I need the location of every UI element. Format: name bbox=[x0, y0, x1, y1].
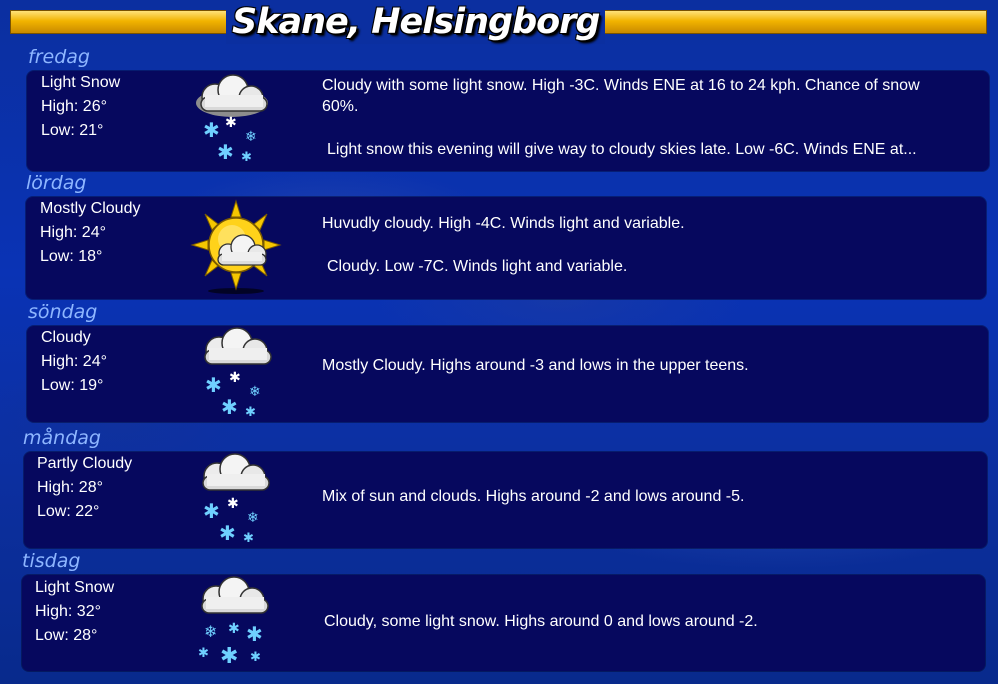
forecast-day-text: Mostly Cloudy. Highs around -3 and lows in the upper teens. bbox=[322, 357, 749, 374]
cloud-snow-icon bbox=[187, 73, 277, 169]
high-temp: High: 26° bbox=[41, 98, 107, 115]
svg-text:✱: ✱ bbox=[219, 521, 236, 545]
svg-text:❄: ❄ bbox=[247, 510, 259, 526]
day-label: tisdag bbox=[22, 550, 81, 572]
day-label: fredag bbox=[28, 46, 90, 68]
condition-label: Cloudy bbox=[41, 329, 91, 346]
svg-text:✱: ✱ bbox=[203, 499, 220, 523]
high-temp: High: 32° bbox=[35, 603, 101, 620]
svg-text:❄: ❄ bbox=[245, 129, 257, 145]
cloud-snow-icon bbox=[191, 326, 281, 422]
svg-text:✱: ✱ bbox=[229, 370, 241, 386]
day-panel-lordag bbox=[26, 197, 986, 299]
forecast-day-text: Cloudy with some light snow. High -3C. Winds ENE at 16 to 24 kph. Chance of snow 60%. bbox=[322, 77, 920, 115]
condition-label: Partly Cloudy bbox=[37, 455, 133, 472]
day-label: måndag bbox=[23, 427, 101, 449]
day-panel-fredag bbox=[27, 71, 989, 171]
day-label: söndag bbox=[28, 301, 98, 323]
svg-text:✱: ✱ bbox=[203, 118, 220, 142]
svg-text:✱: ✱ bbox=[250, 650, 261, 665]
cloud-heavy-snow-icon bbox=[188, 575, 278, 671]
forecast-day-text: Cloudy, some light snow. Highs around 0 and lows around -2. bbox=[324, 613, 758, 630]
svg-text:✱: ✱ bbox=[198, 646, 209, 661]
svg-text:✱: ✱ bbox=[241, 150, 252, 165]
svg-text:❄: ❄ bbox=[204, 622, 218, 641]
forecast-night-text: Cloudy. Low -7C. Winds light and variable. bbox=[327, 258, 628, 275]
high-temp: High: 28° bbox=[37, 479, 103, 496]
low-temp: Low: 28° bbox=[35, 627, 98, 644]
cloud-snow-icon bbox=[189, 452, 279, 548]
svg-text:✱: ✱ bbox=[221, 395, 238, 419]
forecast-night-text: Light snow this evening will give way to cloudy skies late. Low -6C. Winds ENE at... bbox=[327, 141, 917, 158]
condition-label: Light Snow bbox=[35, 579, 115, 596]
high-temp: High: 24° bbox=[41, 353, 107, 370]
forecast-text bbox=[324, 611, 964, 632]
low-temp: Low: 18° bbox=[40, 248, 103, 265]
svg-text:✱: ✱ bbox=[205, 373, 222, 397]
svg-text:✱: ✱ bbox=[228, 621, 240, 637]
day-label: lördag bbox=[26, 172, 87, 194]
condition-label: Mostly Cloudy bbox=[40, 200, 141, 217]
forecast-day-text: Mix of sun and clouds. Highs around -2 and lows around -5. bbox=[322, 488, 745, 505]
svg-text:✱: ✱ bbox=[225, 115, 237, 131]
day-panel-tisdag bbox=[22, 575, 985, 671]
condition-label: Light Snow bbox=[41, 74, 121, 91]
svg-text:✱: ✱ bbox=[243, 531, 254, 546]
low-temp: Low: 21° bbox=[41, 122, 104, 139]
svg-text:✱: ✱ bbox=[227, 496, 239, 512]
day-panel-mandag bbox=[24, 452, 987, 548]
forecast-text bbox=[322, 213, 962, 277]
low-temp: Low: 19° bbox=[41, 377, 104, 394]
forecast-day-text: Huvudly cloudy. High -4C. Winds light and variable. bbox=[322, 215, 685, 232]
page-title: Skane, Helsingborg bbox=[226, 0, 605, 44]
forecast-text bbox=[322, 486, 962, 507]
svg-text:✱: ✱ bbox=[245, 405, 256, 420]
high-temp: High: 24° bbox=[40, 224, 106, 241]
low-temp: Low: 22° bbox=[37, 503, 100, 520]
svg-text:✱: ✱ bbox=[220, 644, 239, 669]
day-panel-sondag bbox=[27, 326, 988, 422]
svg-text:✱: ✱ bbox=[246, 622, 263, 646]
forecast-text bbox=[322, 75, 952, 160]
sun-cloud-icon bbox=[188, 199, 284, 295]
svg-text:✱: ✱ bbox=[217, 140, 234, 164]
forecast-text bbox=[322, 355, 962, 376]
svg-text:❄: ❄ bbox=[249, 384, 261, 400]
